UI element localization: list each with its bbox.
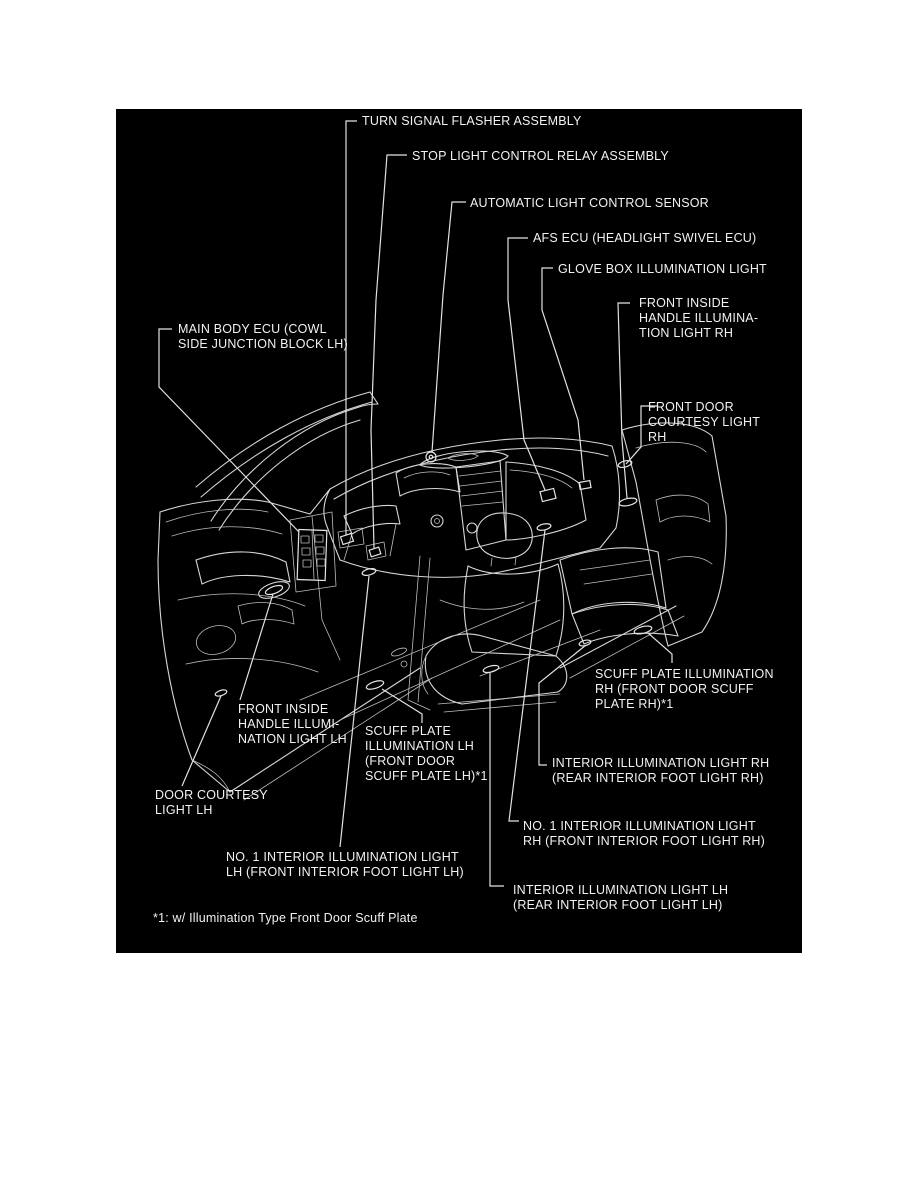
component-marker-inside-handle-light-rh — [618, 497, 637, 508]
component-label-front-door-courtesy-light-rh: FRONT DOOR COURTESY LIGHT RH — [648, 400, 761, 444]
component-label-interior-illumination-light-lh: INTERIOR ILLUMINATION LIGHT LH (REAR INTERIOR FOOT LIGHT LH) — [513, 883, 729, 912]
component-label-scuff-plate-illumination-lh: SCUFF PLATE ILLUMINATION LH (FRONT DOOR SCUFF PLATE LH)*1 — [365, 724, 488, 783]
component-marker-front-foot-light-lh — [361, 567, 376, 576]
leader-line-interior-illumination-light-lh — [490, 673, 504, 886]
component-marker-door-courtesy-light-rh — [617, 459, 632, 468]
component-label-no1-interior-illumination-light-rh: NO. 1 INTERIOR ILLUMINATION LIGHT RH (FRONT INTERIOR FOOT LIGHT RH) — [523, 819, 766, 848]
leader-line-front-inside-handle-illumination-light-rh — [618, 303, 630, 498]
component-label-stop-light-control-relay-assembly: STOP LIGHT CONTROL RELAY ASSEMBLY — [412, 149, 669, 163]
component-label-automatic-light-control-sensor: AUTOMATIC LIGHT CONTROL SENSOR — [470, 196, 709, 210]
footnote: *1: w/ Illumination Type Front Door Scuff Plate — [153, 911, 418, 925]
component-label-afs-ecu: AFS ECU (HEADLIGHT SWIVEL ECU) — [533, 231, 757, 245]
component-marker-front-foot-light-rh — [537, 523, 552, 532]
leader-line-afs-ecu — [508, 238, 545, 490]
leader-line-front-inside-handle-illumination-light-lh — [240, 594, 273, 700]
leader-line-scuff-plate-illumination-lh — [382, 689, 422, 723]
component-label-main-body-ecu: MAIN BODY ECU (COWL SIDE JUNCTION BLOCK LH) — [178, 322, 348, 351]
component-label-front-inside-handle-illumination-light-rh: FRONT INSIDE HANDLE ILLUMINA- TION LIGHT RH — [639, 296, 759, 340]
component-marker-door-courtesy-light-lh — [214, 689, 227, 698]
component-label-scuff-plate-illumination-rh: SCUFF PLATE ILLUMINATION RH (FRONT DOOR SCUFF PLATE RH)*1 — [595, 667, 774, 711]
component-label-glove-box-illumination-light: GLOVE BOX ILLUMINATION LIGHT — [558, 262, 767, 276]
component-marker-rear-foot-light-lh — [483, 664, 500, 674]
leader-line-stop-light-control-relay-assembly — [371, 155, 407, 548]
component-marker-stop-light-relay — [369, 547, 381, 557]
component-marker-scuff-plate-light-lh — [365, 679, 384, 691]
component-label-front-inside-handle-illumination-light-lh: FRONT INSIDE HANDLE ILLUMI- NATION LIGHT LH — [238, 702, 347, 746]
component-label-interior-illumination-light-rh: INTERIOR ILLUMINATION LIGHT RH (REAR INTERIOR FOOT LIGHT RH) — [552, 756, 770, 785]
leader-line-door-courtesy-light-lh — [182, 696, 221, 786]
leader-line-automatic-light-control-sensor — [432, 202, 466, 452]
component-label-turn-signal-flasher-assembly: TURN SIGNAL FLASHER ASSEMBLY — [362, 114, 582, 128]
leader-line-main-body-ecu — [159, 329, 299, 532]
component-marker-turn-signal-flasher — [341, 533, 354, 544]
component-label-door-courtesy-light-lh: DOOR COURTESY LIGHT LH — [155, 788, 268, 817]
component-marker-afs-ecu-unit — [540, 488, 556, 501]
leader-line-scuff-plate-illumination-rh — [648, 633, 672, 663]
component-label-no1-interior-illumination-light-lh: NO. 1 INTERIOR ILLUMINATION LIGHT LH (FRONT INTERIOR FOOT LIGHT LH) — [226, 850, 464, 879]
